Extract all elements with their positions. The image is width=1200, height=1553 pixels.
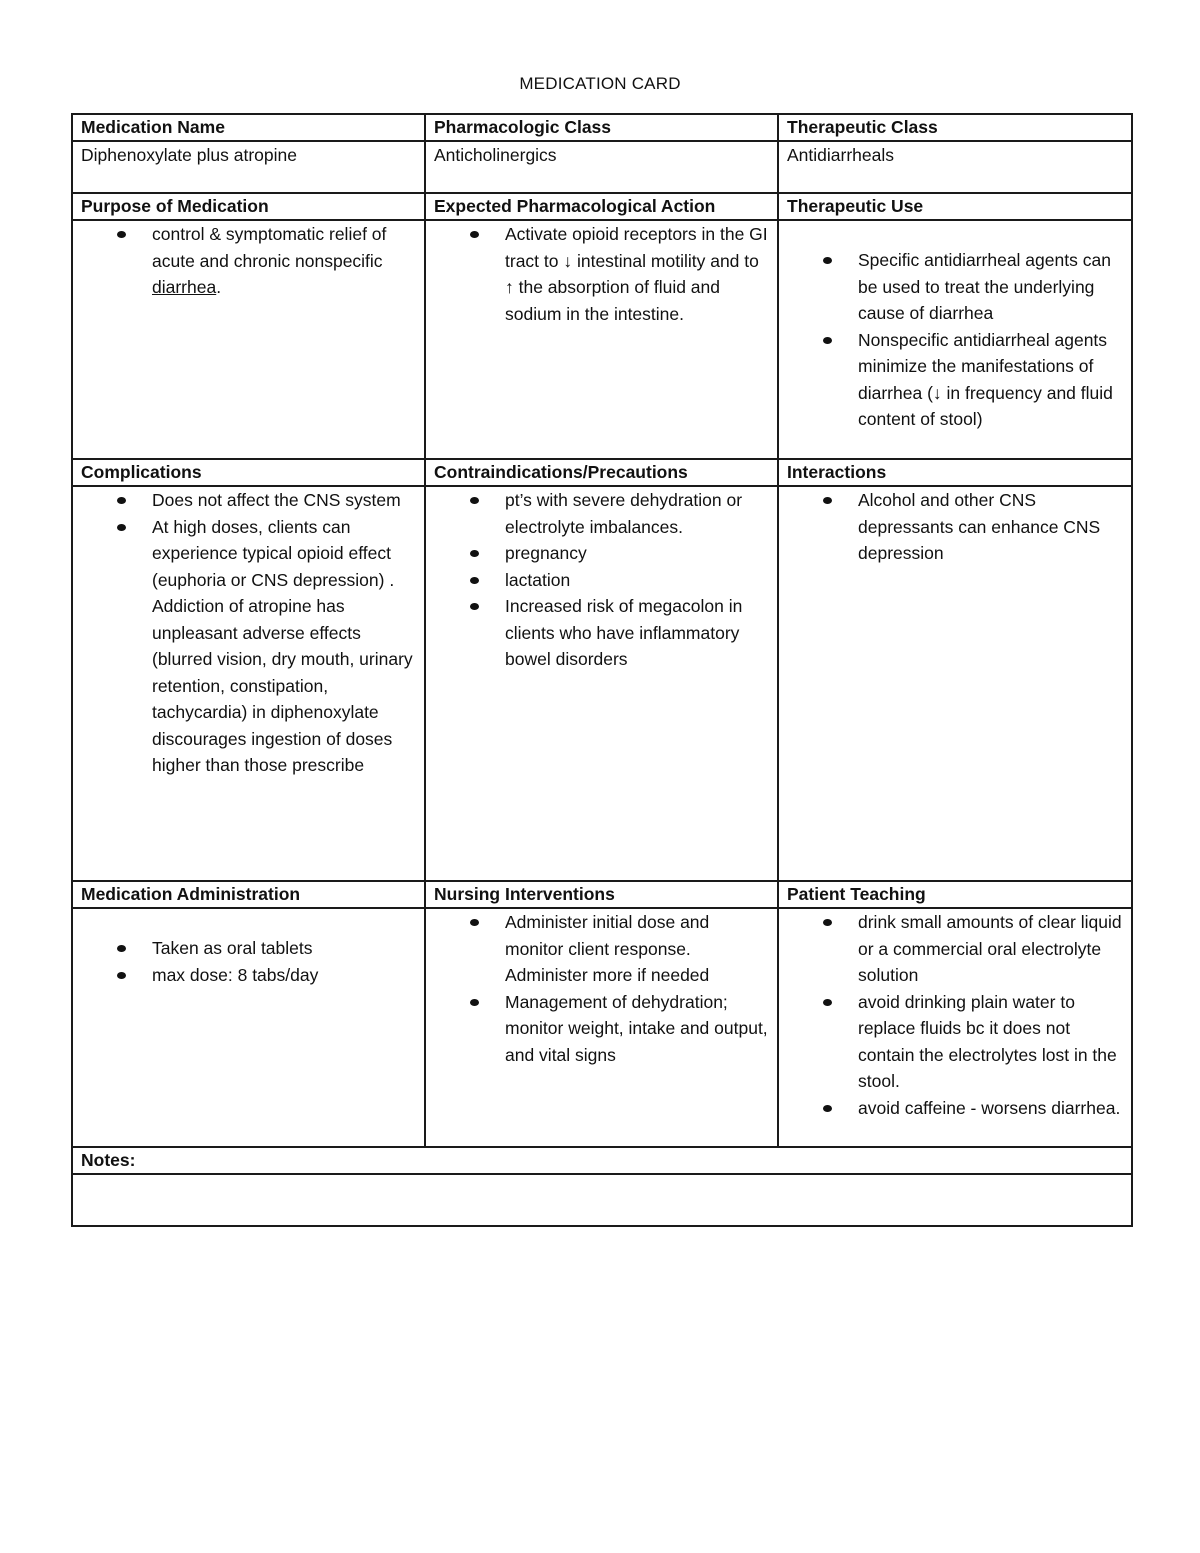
patient-teaching-cell [778, 908, 1132, 1147]
page-title: MEDICATION CARD [519, 74, 681, 93]
content-row-purpose [72, 220, 1132, 459]
complications-header: Complications [72, 459, 425, 486]
therapeutic-use-cell [778, 220, 1132, 459]
expected-action-cell [425, 220, 778, 459]
patient-teaching-header: Patient Teaching [778, 881, 1132, 908]
header-row-complications [72, 459, 1132, 486]
expected-action-list [434, 221, 769, 327]
nursing-interventions-cell [425, 908, 778, 1147]
purpose-underlined-term: diarrhea [152, 277, 217, 297]
list-item [152, 221, 416, 301]
medication-card-table [71, 113, 1133, 1227]
list-item: Alcohol and other CNS depressants can enhance CNS depression [858, 487, 1123, 567]
notes-content-row [72, 1174, 1132, 1226]
list-item: At high doses, clients can experience typical opioid effect (euphoria or CNS depression) . Addiction of atropine has unpleasant adverse effects (blurred vision, dry mouth, urinary retention, constipation, tachycardia) in diphenoxylate discourages ingestion of doses higher than those prescribe [152, 514, 416, 779]
purpose-header: Purpose of Medication [72, 193, 425, 220]
list-item: avoid caffeine - worsens diarrhea. [858, 1095, 1123, 1122]
purpose-cell [72, 220, 425, 459]
header-row-purpose [72, 193, 1132, 220]
list-item: Management of dehydration; monitor weight, intake and output, and vital signs [505, 989, 769, 1069]
purpose-text-end: . [216, 277, 222, 297]
list-item: avoid drinking plain water to replace fluids bc it does not contain the electrolytes lost in the stool. [858, 989, 1123, 1095]
nursing-interventions-header: Nursing Interventions [425, 881, 778, 908]
list-item: lactation [505, 567, 769, 594]
notes-header: Notes: [72, 1147, 1132, 1174]
list-item: Taken as oral tablets [152, 935, 416, 962]
therapeutic-class-header: Therapeutic Class [778, 114, 1132, 141]
patient-teaching-list [787, 909, 1123, 1121]
contraindications-list [434, 487, 769, 673]
interactions-cell [778, 486, 1132, 881]
list-item: pt’s with severe dehydration or electrolyte imbalances. [505, 487, 769, 540]
administration-cell [72, 908, 425, 1147]
list-item: Nonspecific antidiarrheal agents minimize the manifestations of diarrhea (↓ in frequency and fluid content of stool) [858, 327, 1123, 433]
pharmacologic-class-header: Pharmacologic Class [425, 114, 778, 141]
medication-name-header: Medication Name [72, 114, 425, 141]
pharmacologic-class-value: Anticholinergics [425, 141, 778, 193]
value-row-classification [72, 141, 1132, 193]
list-item: Activate opioid receptors in the GI tract to ↓ intestinal motility and to ↑ the absorption of fluid and sodium in the intestine. [505, 221, 769, 327]
administration-list [81, 935, 416, 988]
administration-header: Medication Administration [72, 881, 425, 908]
notes-value [72, 1174, 1132, 1226]
header-row-administration [72, 881, 1132, 908]
nursing-interventions-list [434, 909, 769, 1068]
header-row-classification [72, 114, 1132, 141]
list-item: Increased risk of megacolon in clients who have inflammatory bowel disorders [505, 593, 769, 673]
expected-action-header: Expected Pharmacological Action [425, 193, 778, 220]
content-row-complications [72, 486, 1132, 881]
list-item: Does not affect the CNS system [152, 487, 416, 514]
content-row-administration [72, 908, 1132, 1147]
therapeutic-use-header: Therapeutic Use [778, 193, 1132, 220]
notes-header-row [72, 1147, 1132, 1174]
interactions-header: Interactions [778, 459, 1132, 486]
list-item: pregnancy [505, 540, 769, 567]
complications-list [81, 487, 416, 779]
purpose-text: control & symptomatic relief of acute and chronic nonspecific [152, 224, 387, 271]
therapeutic-use-list [787, 247, 1123, 433]
contraindications-header: Contraindications/Precautions [425, 459, 778, 486]
complications-cell [72, 486, 425, 881]
contraindications-cell [425, 486, 778, 881]
list-item: Administer initial dose and monitor client response. Administer more if needed [505, 909, 769, 989]
therapeutic-class-value: Antidiarrheals [778, 141, 1132, 193]
interactions-list [787, 487, 1123, 567]
list-item: Specific antidiarrheal agents can be used to treat the underlying cause of diarrhea [858, 247, 1123, 327]
list-item: drink small amounts of clear liquid or a commercial oral electrolyte solution [858, 909, 1123, 989]
purpose-list [81, 221, 416, 301]
list-item: max dose: 8 tabs/day [152, 962, 416, 989]
medication-name-value: Diphenoxylate plus atropine [72, 141, 425, 193]
